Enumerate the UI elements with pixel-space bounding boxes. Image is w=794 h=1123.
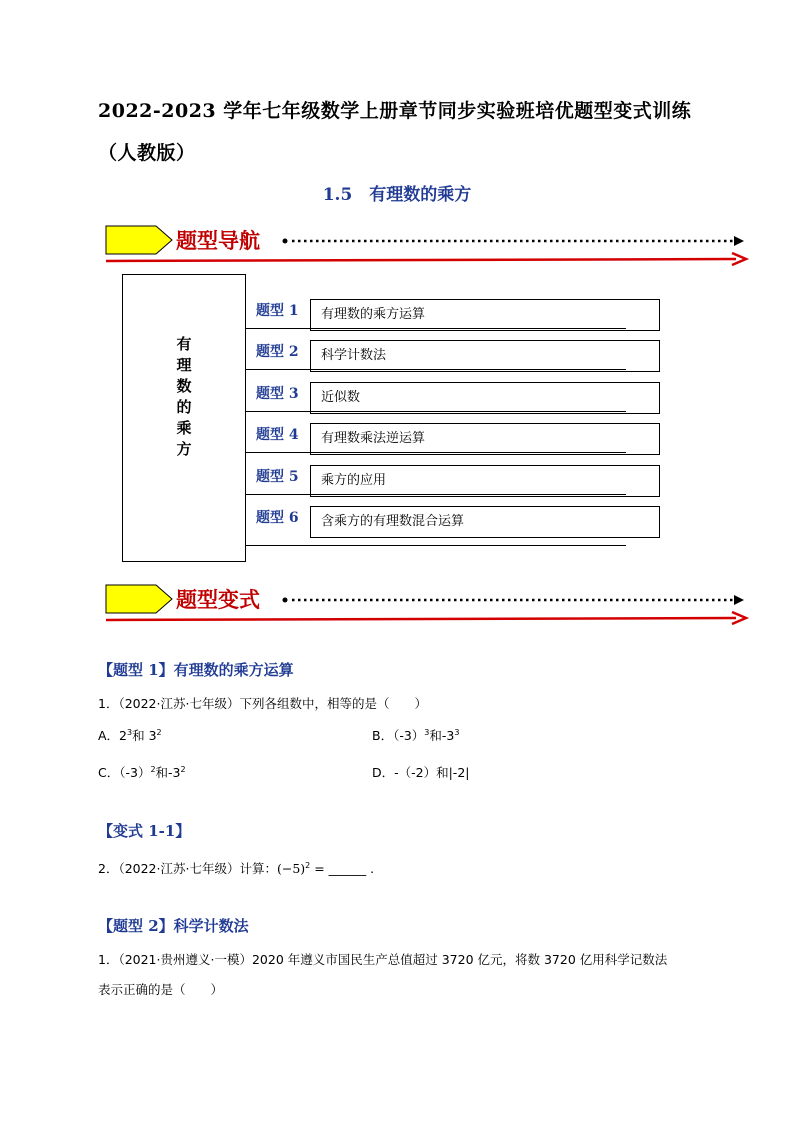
arrow-head-icon [734, 595, 744, 605]
section-title: 1.5 有理数的乘方 [322, 185, 472, 205]
type-label-4: 题型 4 [256, 427, 299, 443]
pentagon-icon [106, 226, 172, 254]
type-box-1[interactable]: 有理数的乘方运算 [310, 299, 660, 331]
type-box-6[interactable]: 含乘方的有理数混合运算 [310, 506, 660, 538]
option-a: A．$2^3$和 $3^2$ [98, 727, 162, 743]
option-d: D．-（-2）和|-2| [372, 765, 470, 780]
type1-heading: 【题型 1】有理数的乘方运算 [98, 661, 294, 679]
type-box-4[interactable]: 有理数乘法逆运算 [310, 423, 660, 455]
question-1-stem: 1．（2022·江苏·七年级）下列各组数中，相等的是（ ） [98, 696, 427, 711]
dot-icon [283, 598, 288, 603]
type-box-3[interactable]: 近似数 [310, 382, 660, 414]
banner-nav-title: 题型导航 [176, 228, 260, 253]
topic-vertical-title: 有 理 数 的 乘 方 [176, 335, 192, 458]
type-label-1: 题型 1 [256, 303, 299, 319]
divider [246, 328, 626, 329]
type-box-5[interactable]: 乘方的应用 [310, 465, 660, 497]
question-3-line1: 1．（2021·贵州遵义·一模）2020 年遵义市国民生产总值超过 3720 亿元，将数 3720 亿用科学记数法 [98, 952, 668, 967]
red-line [106, 259, 736, 261]
dot-icon [283, 239, 288, 244]
pentagon-icon [106, 585, 172, 613]
type-label-2: 题型 2 [256, 344, 299, 360]
divider [246, 452, 626, 453]
banner-variant-title: 题型变式 [176, 587, 260, 612]
question-3-line2: 表示正确的是（ ） [98, 982, 224, 997]
type-label-3: 题型 3 [256, 386, 299, 402]
red-line [106, 618, 736, 620]
divider [246, 545, 626, 546]
variant1-heading: 【变式 1-1】 [98, 822, 191, 840]
option-b: B．$(-3)^3$和$-3^3$ [372, 727, 460, 743]
arrow-head-icon [734, 236, 744, 246]
type-box-2[interactable]: 科学计数法 [310, 340, 660, 372]
option-c: C．$(-3)^2$和$-3^2$ [98, 764, 186, 780]
divider [246, 411, 626, 412]
document-title: 2022-2023 学年七年级数学上册章节同步实验班培优题型变式训练（人教版） [98, 100, 692, 164]
divider [246, 369, 626, 370]
divider [246, 494, 626, 495]
type-label-6: 题型 6 [256, 510, 299, 526]
type-label-5: 题型 5 [256, 469, 299, 485]
question-2: 2．（2022·江苏·七年级）计算：$(-5)^2$ = ______ . [98, 860, 375, 876]
type2-heading: 【题型 2】科学计数法 [98, 917, 249, 935]
